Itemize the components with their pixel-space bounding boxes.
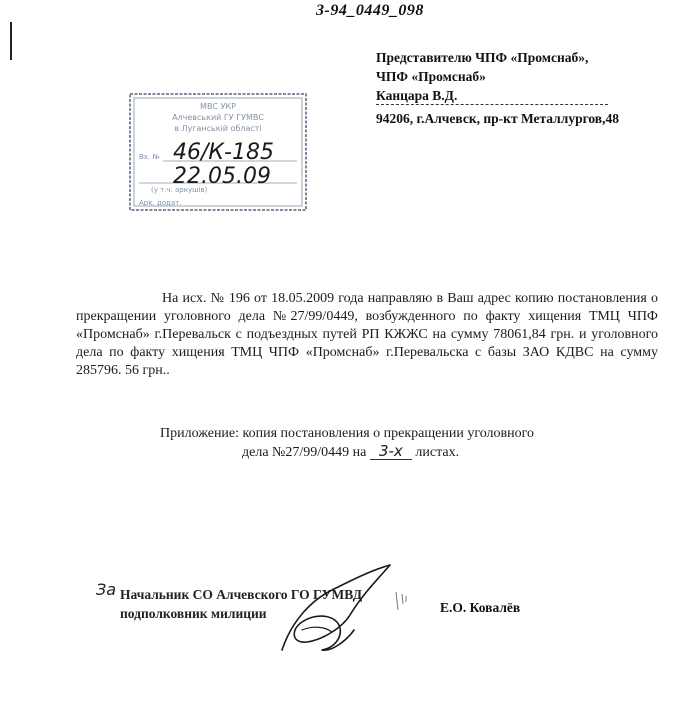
addressee-address: 94206, г.Алчевск, пр-кт Металлургов,48 — [376, 111, 619, 126]
attachment-block — [160, 424, 534, 462]
stamp-line-3: в Луганській області — [174, 124, 262, 133]
stamp-graphic — [129, 93, 307, 211]
stamp-line-1: МВС УКР — [200, 102, 236, 111]
stamp-bottom-line: Арк. додат. — [139, 199, 182, 207]
attachment-pages-handwritten: 3-х — [370, 444, 412, 460]
signatory-title-line-1: Начальник СО Алчевского ГО ГУМВД — [120, 587, 363, 602]
addressee-line-2: ЧПФ «Промснаб» — [376, 69, 486, 84]
signature-prefix-handwritten: За — [96, 580, 117, 599]
stamp-handwritten-number: 46/К-185 — [173, 140, 274, 165]
handwritten-signature — [262, 560, 402, 660]
letter-body-paragraph: На исх. № 196 от 18.05.2009 года направляю в Ваш адрес копию постановления о прекращении уголовного дела №27/99/0449, возбужденного по факту хищения ТМЦ ЧПФ «Промснаб» г.Перевальск с подъездных путей РП КЖЖС на сумму 78061,84 грн. и уголовного дела по факту хищения ТМЦ ЧПФ «Промснаб» г.Перевальска с базы ЗАО КДВС на сумму 285796. 56 грн.. — [76, 291, 658, 378]
attachment-line-2-prefix: дела №27/99/0449 на — [242, 445, 367, 460]
attachment-line-2 — [160, 443, 534, 462]
signatory-title-line-2: подполковник милиции — [120, 606, 267, 621]
stamp-pages-line: (у т.ч. аркушів) — [151, 186, 208, 194]
attachment-line-2-suffix: листах. — [415, 445, 460, 460]
scan-noise-mark — [392, 590, 412, 614]
stamp-handwritten-date: 22.05.09 — [173, 164, 271, 189]
signatory-name: Е.О. Ковалёв — [440, 600, 521, 615]
letter-body — [76, 290, 658, 380]
addressee-line-1: Представителю ЧПФ «Промснаб», — [376, 50, 589, 65]
document-code: 3-94_0449_098 — [316, 2, 424, 19]
stamp-number-prefix: Вх. № — [139, 153, 160, 161]
margin-mark — [10, 22, 12, 60]
attachment-line-1: Приложение: копия постановления о прекращении уголовного — [160, 426, 535, 441]
registration-stamp — [129, 93, 307, 211]
addressee-line-3: Канцара В.Д. — [376, 88, 458, 103]
addressee-block — [376, 48, 588, 105]
address-divider — [376, 104, 608, 105]
stamp-line-2: Алчевський ГУ ГУМВС — [172, 113, 264, 122]
